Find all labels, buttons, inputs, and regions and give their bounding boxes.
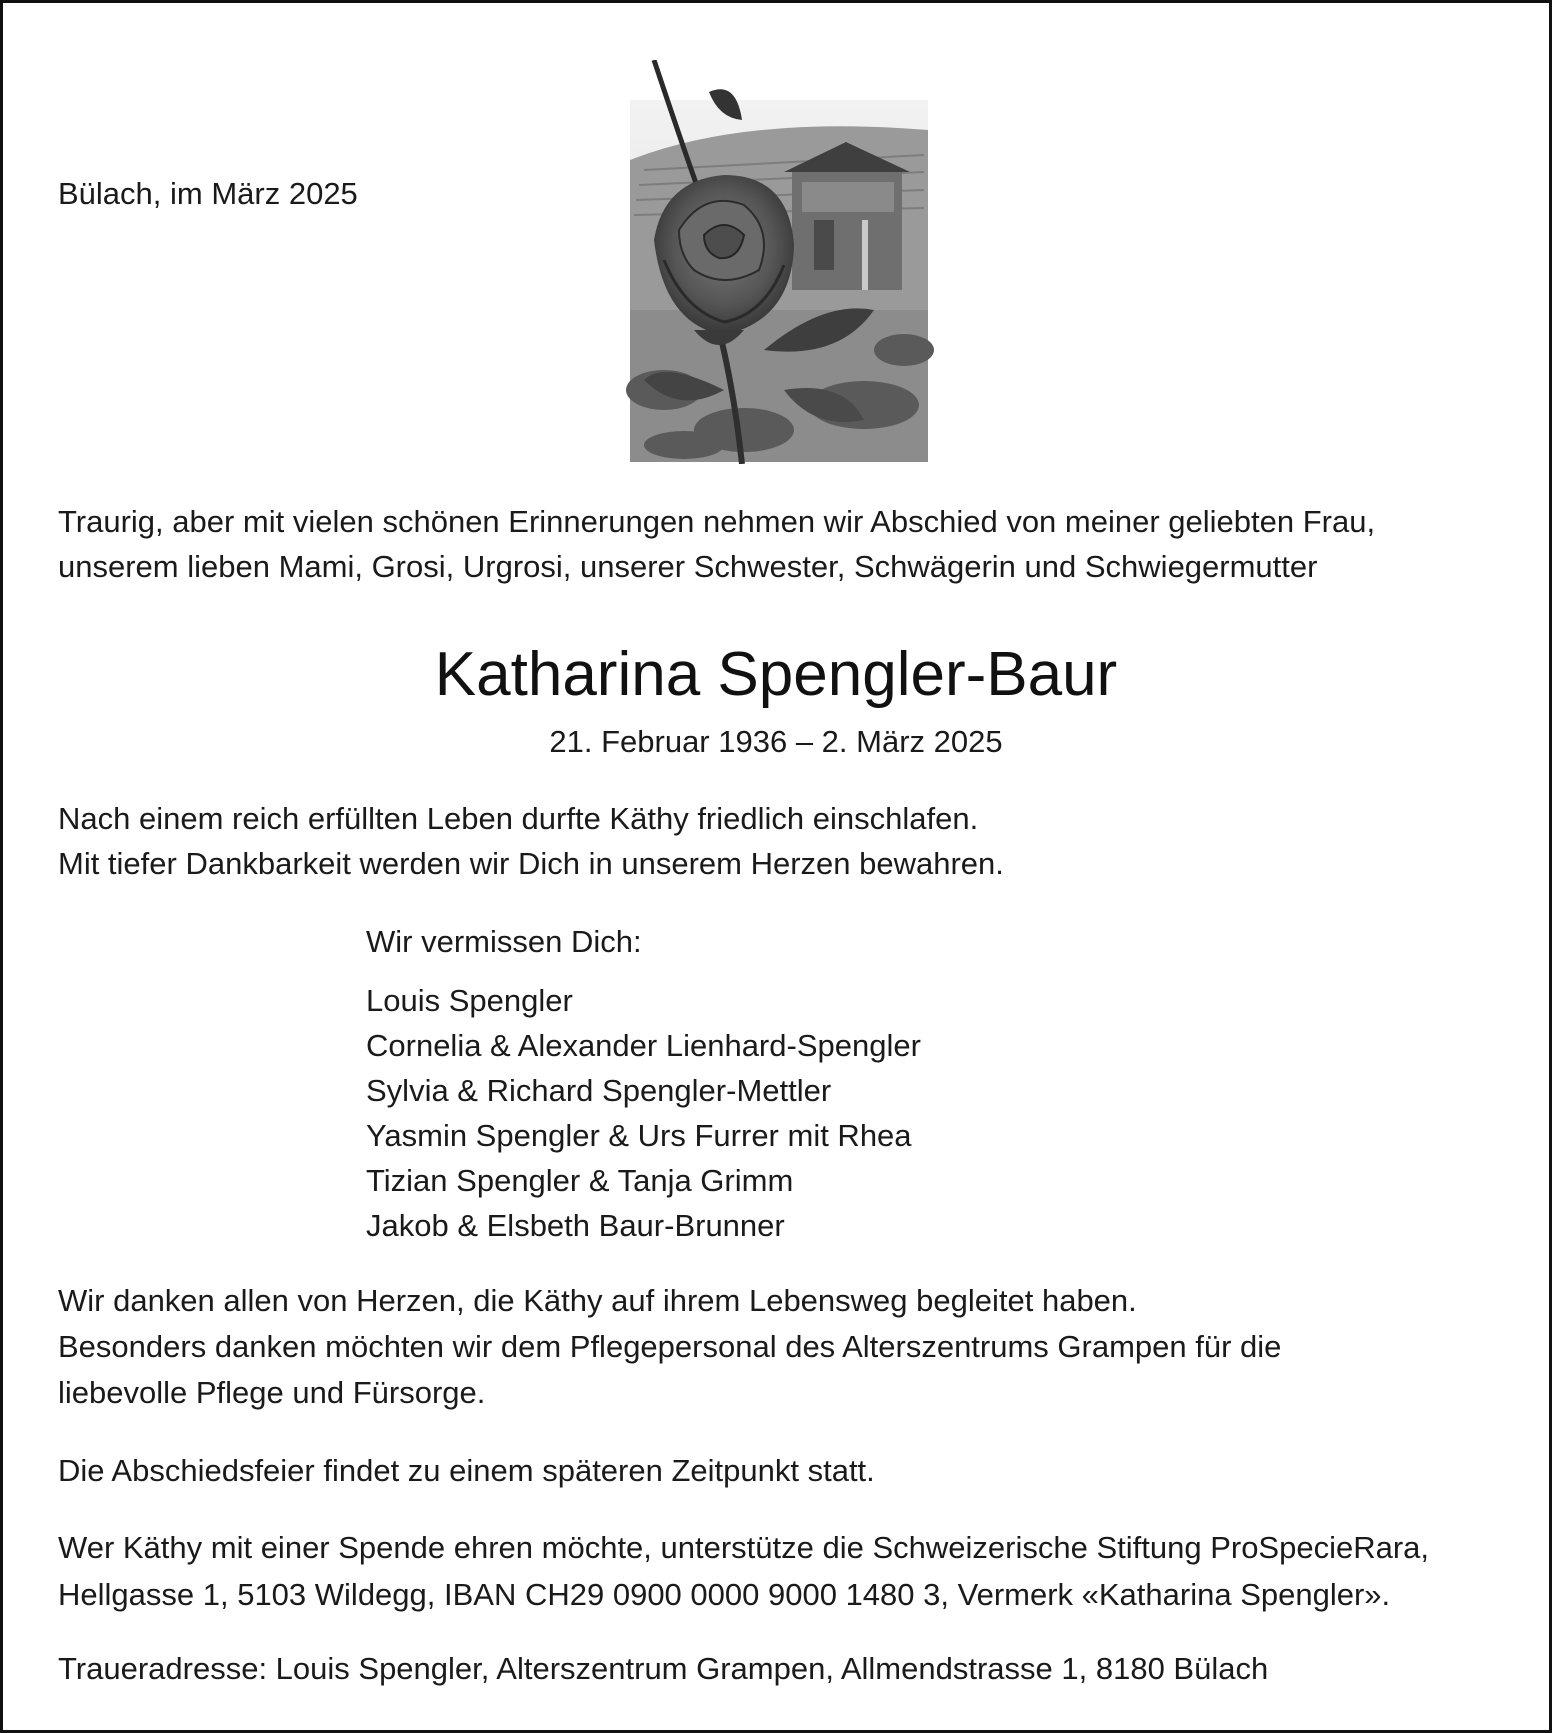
farewell-line: Nach einem reich erfüllten Leben durfte Käthy friedlich einschlafen. [58,801,979,836]
mourner-item: Louis Spengler [366,983,573,1018]
mourner-item: Cornelia & Alexander Lienhard-Spengler [366,1028,921,1063]
thanks-line: liebevolle Pflege und Fürsorge. [58,1375,486,1410]
intro-text [58,499,1518,589]
thanks-line: Besonders danken möchten wir dem Pflegepersonal des Alterszentrums Grampen für die [58,1329,1282,1364]
mourners-heading: Wir vermissen Dich: [366,924,642,959]
farewell-line: Mit tiefer Dankbarkeit werden wir Dich in unserem Herzen bewahren. [58,846,1004,881]
deceased-name: Katharina Spengler-Baur [434,640,1118,709]
thanks-line: Wir danken allen von Herzen, die Käthy auf ihrem Lebensweg begleitet haben. [58,1283,1137,1318]
mourner-item: Yasmin Spengler & Urs Furrer mit Rhea [366,1118,912,1153]
rose-photo-icon [624,60,934,464]
intro-line: unserem lieben Mami, Grosi, Urgrosi, unserer Schwester, Schwägerin und Schwiegermutter [58,549,1318,584]
thanks-text [58,1278,1518,1416]
mourners-list [366,978,921,1248]
donation-line: Hellgasse 1, 5103 Wildegg, IBAN CH29 0900 0000 9000 1480 3, Vermerk «Katharina Spengler». [58,1577,1391,1612]
mourner-item: Jakob & Elsbeth Baur-Brunner [366,1208,785,1243]
place-date: Bülach, im März 2025 [58,176,358,211]
mourner-item: Tizian Spengler & Tanja Grimm [366,1163,794,1198]
donation-line: Wer Käthy mit einer Spende ehren möchte, unterstütze die Schweizerische Stiftung ProSpecieRara, [58,1530,1430,1565]
ceremony-text: Die Abschiedsfeier findet zu einem späteren Zeitpunkt statt. [58,1453,875,1488]
mourner-item: Sylvia & Richard Spengler-Mettler [366,1073,832,1108]
farewell-text [58,796,1518,886]
life-dates: 21. Februar 1936 – 2. März 2025 [549,724,1003,759]
mourning-address: Traueradresse: Louis Spengler, Alterszentrum Grampen, Allmendstrasse 1, 8180 Bülach [58,1651,1269,1686]
donation-text [58,1524,1538,1618]
intro-line: Traurig, aber mit vielen schönen Erinnerungen nehmen wir Abschied von meiner geliebten Frau, [58,504,1376,539]
